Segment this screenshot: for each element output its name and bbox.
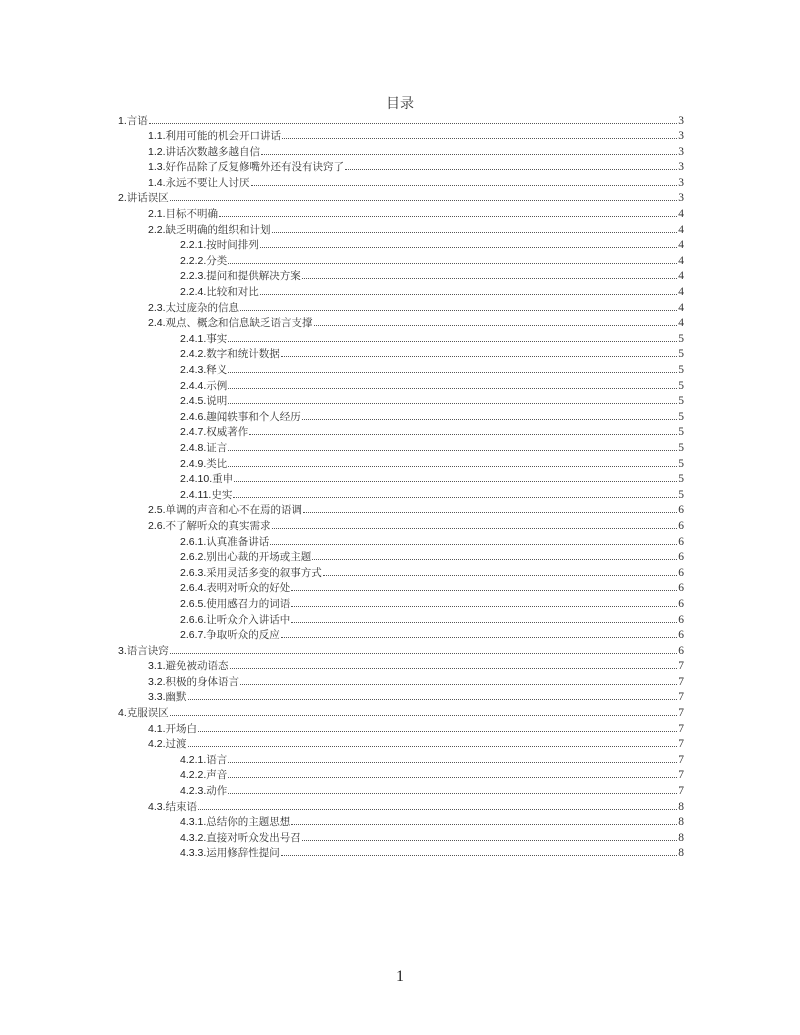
dot-leader (240, 683, 677, 685)
toc-entry[interactable] (118, 394, 684, 410)
toc-entry[interactable] (118, 550, 684, 566)
toc-entry-page: 5 (678, 426, 684, 439)
toc-entry-page: 7 (678, 660, 684, 673)
toc-entry[interactable] (118, 815, 684, 831)
toc-entry-page: 6 (678, 535, 684, 548)
toc-entry-page: 4 (678, 270, 684, 283)
dot-leader (302, 277, 677, 279)
toc-entry-number: 2.2.4. (180, 286, 207, 299)
toc-entry-page: 7 (678, 691, 684, 704)
toc-entry-page: 7 (678, 753, 684, 766)
dot-leader (170, 652, 677, 654)
toc-entry-page: 8 (678, 847, 684, 860)
dot-leader (228, 761, 677, 763)
toc-entry-label: 释义 (206, 364, 228, 376)
dot-leader (281, 636, 677, 638)
toc-entry-page: 5 (678, 379, 684, 392)
dot-leader (270, 543, 677, 545)
toc-entry-label: 幽默 (165, 691, 187, 704)
toc-entry-label: 积极的身体语言 (165, 675, 240, 688)
toc-entry-page: 7 (678, 738, 684, 751)
toc-entry[interactable] (118, 379, 684, 395)
toc-entry[interactable] (118, 176, 684, 192)
toc-entry[interactable] (118, 784, 684, 800)
toc-entry-label: 说明 (206, 395, 228, 408)
toc-entry-page: 3 (678, 176, 684, 189)
toc-entry-page: 3 (678, 114, 684, 127)
toc-entry-number: 1. (118, 114, 127, 127)
toc-entry-number: 4. (118, 707, 127, 720)
toc-entry-number: 2.4. (148, 317, 166, 330)
toc-entry[interactable] (118, 114, 684, 130)
toc-entry-page: 4 (678, 223, 684, 236)
toc-entry-number: 2.4.11. (180, 488, 212, 501)
toc-entry-number: 2.6.1. (180, 535, 207, 548)
toc-entry[interactable] (118, 768, 684, 784)
toc-entry-page: 5 (678, 395, 684, 408)
toc-entry-page: 6 (678, 613, 684, 626)
toc-entry[interactable] (118, 254, 684, 270)
dot-leader (272, 527, 678, 529)
toc-entry[interactable] (118, 753, 684, 769)
toc-entry-label: 观点、概念和信息缺乏语言支撑 (165, 317, 313, 330)
toc-entry[interactable] (118, 347, 684, 363)
dot-leader (228, 776, 677, 778)
toc-entry-page: 5 (678, 473, 684, 486)
toc-entry-page: 6 (678, 504, 684, 517)
toc-entry-number: 2.4.9. (180, 457, 207, 470)
toc-entry[interactable] (118, 597, 684, 613)
toc-entry[interactable] (118, 223, 684, 239)
toc-entry-label: 过渡 (165, 738, 187, 751)
toc-entry-page: 4 (678, 317, 684, 330)
dot-leader (281, 854, 677, 856)
dot-leader (219, 215, 677, 217)
toc-entry-label: 永远不要让人讨厌 (165, 176, 250, 189)
toc-entry-page: 5 (678, 457, 684, 470)
dot-leader (198, 730, 677, 732)
toc-entry[interactable] (118, 628, 684, 644)
toc-entry[interactable] (118, 316, 684, 332)
toc-entry-label: 重申 (212, 473, 234, 486)
toc-entry-label: 讲话次数越多越自信 (165, 145, 261, 158)
toc-entry-number: 2.4.8. (180, 441, 207, 454)
toc-entry[interactable] (118, 457, 684, 473)
toc-entry[interactable] (118, 737, 684, 753)
toc-entry[interactable] (118, 472, 684, 488)
toc-entry-number: 2. (118, 192, 127, 205)
toc-entry[interactable] (118, 800, 684, 816)
toc-entry-label: 利用可能的机会开口讲话 (165, 130, 282, 143)
toc-entry-number: 2.6. (148, 519, 166, 532)
toc-entry-number: 2.6.5. (180, 597, 207, 610)
dot-leader (228, 449, 677, 451)
dot-leader (228, 340, 677, 342)
toc-entry[interactable] (118, 535, 684, 551)
toc-entry[interactable] (118, 581, 684, 597)
toc-entry-label: 语言诀窍 (126, 644, 169, 657)
toc-entry[interactable] (118, 831, 684, 847)
toc-entry[interactable] (118, 566, 684, 582)
toc-entry-number: 4.3.1. (180, 816, 207, 829)
dot-leader (228, 402, 677, 404)
toc-entry-number: 4.1. (148, 722, 166, 735)
toc-entry-label: 克服误区 (126, 707, 169, 720)
toc-entry-label: 史实 (211, 488, 233, 501)
toc-entry-number: 2.4.3. (180, 364, 207, 376)
toc-entry-label: 声音 (206, 769, 228, 782)
toc-entry-number: 2.4.6. (180, 410, 207, 423)
toc-entry[interactable] (118, 207, 684, 223)
toc-entry-page: 4 (678, 286, 684, 299)
dot-leader (188, 745, 678, 747)
toc-entry-label: 表明对听众的好处 (206, 582, 291, 595)
toc-entry-page: 3 (678, 130, 684, 143)
dot-leader (170, 714, 677, 716)
toc-entry[interactable] (118, 410, 684, 426)
toc-entry-number: 2.6.4. (180, 582, 207, 595)
toc-entry-number: 2.4.1. (180, 332, 207, 345)
toc-entry-page: 8 (678, 800, 684, 813)
dot-leader (303, 511, 677, 513)
dot-leader (345, 168, 677, 170)
toc-entry-page: 6 (678, 551, 684, 564)
table-of-contents (118, 114, 684, 863)
toc-entry-label: 语言 (206, 753, 228, 766)
toc-entry-label: 使用感召力的词语 (206, 597, 291, 610)
toc-entry-number: 2.2.2. (180, 254, 207, 267)
toc-entry-label: 结束语 (165, 800, 198, 813)
dot-leader (260, 293, 677, 295)
dot-leader (228, 262, 677, 264)
toc-entry-label: 不了解听众的真实需求 (165, 519, 271, 532)
toc-entry-label: 趣闻轶事和个人经历 (206, 410, 301, 423)
toc-entry-number: 4.3.3. (180, 847, 207, 860)
toc-entry-label: 采用灵活多变的叙事方式 (206, 566, 322, 579)
toc-entry[interactable] (118, 846, 684, 862)
toc-entry-label: 事实 (206, 332, 228, 345)
toc-entry-number: 2.3. (148, 301, 166, 314)
toc-entry-number: 4.3. (148, 800, 166, 813)
toc-entry-label: 分类 (206, 254, 228, 267)
toc-entry-number: 1.3. (148, 161, 166, 174)
dot-leader (234, 480, 677, 482)
toc-entry-number: 2.6.7. (180, 629, 207, 642)
toc-entry-page: 7 (678, 769, 684, 782)
toc-entry-label: 运用修辞性提问 (206, 847, 280, 860)
dot-leader (198, 808, 677, 810)
toc-entry[interactable] (118, 332, 684, 348)
toc-entry-number: 2.2. (148, 223, 166, 236)
dot-leader (240, 309, 677, 311)
toc-entry-page: 4 (678, 301, 684, 314)
dot-leader (251, 184, 678, 186)
toc-entry-number: 2.4.10. (180, 473, 213, 486)
dot-leader (312, 558, 677, 560)
dot-leader (272, 231, 678, 233)
toc-entry-page: 5 (678, 441, 684, 454)
page-number: 1 (396, 968, 404, 985)
toc-entry-page: 6 (678, 644, 684, 657)
dot-leader (170, 199, 677, 201)
toc-entry[interactable] (118, 690, 684, 706)
toc-entry-label: 比较和对比 (206, 286, 259, 299)
toc-entry-number: 2.4.7. (180, 426, 207, 439)
toc-entry-number: 4.2.2. (180, 769, 207, 782)
toc-entry-number: 2.2.1. (180, 239, 207, 252)
toc-entry-page: 4 (678, 254, 684, 267)
toc-entry[interactable] (118, 706, 684, 722)
toc-entry-number: 4.2.1. (180, 753, 207, 766)
toc-entry[interactable] (118, 675, 684, 691)
toc-entry-label: 太过庞杂的信息 (165, 301, 240, 314)
dot-leader (282, 137, 677, 139)
toc-entry-page: 5 (678, 364, 684, 376)
toc-entry-number: 1.2. (148, 145, 166, 158)
toc-entry[interactable] (118, 191, 684, 207)
dot-leader (188, 698, 678, 700)
toc-entry[interactable] (118, 722, 684, 738)
toc-entry[interactable] (118, 488, 684, 504)
dot-leader (291, 621, 677, 623)
toc-entry-label: 认真准备讲话 (206, 535, 270, 548)
toc-entry-label: 总结你的主题思想 (206, 816, 291, 829)
toc-entry-page: 5 (678, 488, 684, 501)
toc-entry-number: 2.6.3. (180, 566, 207, 579)
dot-leader (281, 355, 677, 357)
toc-entry-page: 6 (678, 566, 684, 579)
toc-entry-label: 言语 (126, 114, 148, 127)
dot-leader (291, 589, 677, 591)
toc-entry-label: 目标不明确 (165, 208, 219, 221)
toc-entry-number: 2.6.6. (180, 613, 207, 626)
dot-leader (302, 839, 677, 841)
toc-entry-number: 3.2. (148, 675, 166, 688)
toc-entry-label: 权威著作 (206, 426, 249, 439)
toc-entry-number: 3. (118, 644, 127, 657)
toc-entry-page: 8 (678, 816, 684, 829)
dot-leader (302, 418, 677, 420)
toc-entry-page: 5 (678, 332, 684, 345)
toc-entry-label: 别出心裁的开场或主题 (206, 551, 312, 564)
toc-title: 目录 (386, 97, 414, 112)
dot-leader (291, 823, 677, 825)
toc-entry[interactable] (118, 269, 684, 285)
toc-entry-label: 示例 (206, 379, 228, 392)
toc-entry-number: 4.3.2. (180, 831, 207, 844)
dot-leader (249, 433, 677, 435)
toc-entry-label: 讲话误区 (126, 192, 169, 205)
toc-entry-page: 7 (678, 722, 684, 735)
dot-leader (228, 371, 677, 373)
toc-entry[interactable] (118, 285, 684, 301)
toc-entry-label: 数字和统计数据 (206, 348, 280, 361)
toc-entry-label: 提问和提供解决方案 (206, 270, 301, 283)
toc-entry[interactable] (118, 441, 684, 457)
toc-entry-page: 6 (678, 597, 684, 610)
toc-entry[interactable] (118, 659, 684, 675)
toc-entry-page: 3 (678, 161, 684, 174)
toc-entry[interactable] (118, 644, 684, 660)
toc-entry[interactable] (118, 363, 684, 379)
dot-leader (149, 122, 677, 124)
toc-entry[interactable] (118, 145, 684, 161)
toc-entry-page: 3 (678, 192, 684, 205)
toc-entry-page: 5 (678, 410, 684, 423)
toc-entry-label: 缺乏明确的组织和计划 (165, 223, 271, 236)
toc-entry-label: 类比 (206, 457, 228, 470)
toc-entry-label: 动作 (206, 785, 228, 798)
toc-entry[interactable] (118, 613, 684, 629)
toc-entry-label: 好作品除了反复修嘴外还有没有诀窍了 (165, 161, 345, 174)
toc-entry-page: 7 (678, 785, 684, 798)
toc-entry[interactable] (118, 503, 684, 519)
toc-entry-number: 2.1. (148, 208, 166, 221)
toc-entry-label: 开场白 (165, 722, 198, 735)
dot-leader (228, 792, 677, 794)
toc-entry-number: 1.1. (148, 130, 166, 143)
toc-entry-page: 6 (678, 519, 684, 532)
dot-leader (260, 246, 677, 248)
toc-entry-number: 4.2.3. (180, 785, 207, 798)
toc-entry[interactable] (118, 519, 684, 535)
toc-entry-page: 8 (678, 831, 684, 844)
toc-entry-page: 6 (678, 629, 684, 642)
dot-leader (323, 574, 677, 576)
dot-leader (291, 605, 677, 607)
dot-leader (228, 387, 677, 389)
dot-leader (314, 324, 678, 326)
toc-entry-label: 证言 (206, 441, 228, 454)
toc-entry-number: 4.2. (148, 738, 166, 751)
dot-leader (228, 465, 677, 467)
toc-entry-number: 2.4.2. (180, 348, 207, 361)
toc-entry-page: 5 (678, 348, 684, 361)
toc-entry-number: 2.4.4. (180, 379, 207, 392)
toc-entry[interactable] (118, 301, 684, 317)
dot-leader (233, 496, 677, 498)
toc-entry-page: 7 (678, 675, 684, 688)
toc-entry-number: 2.6.2. (180, 551, 207, 564)
toc-entry-number: 1.4. (148, 176, 166, 189)
toc-entry-page: 3 (678, 145, 684, 158)
toc-entry[interactable] (118, 129, 684, 145)
toc-entry-label: 让听众介入讲话中 (206, 613, 291, 626)
toc-entry-number: 3.1. (148, 660, 166, 673)
toc-entry[interactable] (118, 238, 684, 254)
toc-entry-page: 7 (678, 707, 684, 720)
dot-leader (261, 153, 677, 155)
toc-entry-label: 避免被动语态 (165, 660, 229, 673)
toc-entry-number: 3.3. (148, 691, 166, 704)
toc-entry-label: 直接对听众发出号召 (206, 831, 301, 844)
toc-entry-number: 2.5. (148, 504, 166, 517)
toc-entry-label: 按时间排列 (206, 239, 259, 252)
toc-entry[interactable] (118, 160, 684, 176)
toc-entry-number: 2.2.3. (180, 270, 207, 283)
toc-entry-number: 2.4.5. (180, 395, 207, 408)
toc-entry[interactable] (118, 425, 684, 441)
toc-entry-page: 4 (678, 239, 684, 252)
dot-leader (230, 667, 678, 669)
toc-entry-label: 争取听众的反应 (206, 629, 280, 642)
toc-entry-page: 6 (678, 582, 684, 595)
toc-entry-label: 单调的声音和心不在焉的语调 (165, 504, 303, 517)
toc-entry-page: 4 (678, 208, 684, 221)
